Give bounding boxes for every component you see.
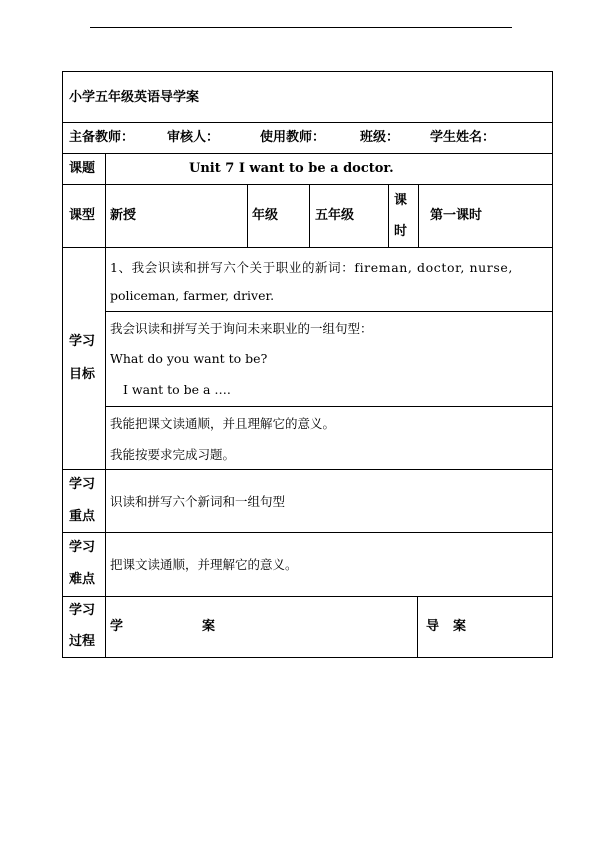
process-label-top: 学习 xyxy=(69,603,96,618)
key-points-value: 识读和拼写六个新词和一组句型 xyxy=(110,494,286,509)
lead-teacher-field: 主备教师： xyxy=(69,130,135,145)
process-label-bottom: 过程 xyxy=(69,634,96,649)
reviewer-field: 审核人： xyxy=(167,130,220,145)
row-divider xyxy=(63,153,552,154)
student-name-field: 学生姓名： xyxy=(430,130,496,145)
objectives-label-bottom: 目标 xyxy=(69,367,96,382)
row-divider xyxy=(63,247,552,248)
document-title: 小学五年级英语导学案 xyxy=(69,90,200,105)
guide-plan-char-1: 导 xyxy=(426,619,440,634)
objective-3-line-1: 我能把课文读通顺，并且理解它的意义。 xyxy=(110,416,336,431)
key-points-label-bottom: 重点 xyxy=(69,509,96,524)
difficulties-label-bottom: 难点 xyxy=(69,572,96,587)
difficulties-label-top: 学习 xyxy=(69,540,96,555)
course-type-label: 课型 xyxy=(69,208,96,223)
difficulties-value: 把课文读通顺，并理解它的意义。 xyxy=(110,557,298,572)
col-divider xyxy=(309,184,310,247)
course-type-value: 新授 xyxy=(110,208,137,223)
topic-value: Unit 7 I want to be a doctor. xyxy=(189,161,394,176)
period-label-bottom: 时 xyxy=(394,224,408,239)
grade-value: 五年级 xyxy=(315,208,355,223)
objective-2-line-1: 我会识读和拼写关于询问未来职业的一组句型： xyxy=(110,321,373,336)
objective-1-line-1: 1、我会识读和拼写六个关于职业的新词：fireman, doctor, nurse, xyxy=(110,260,513,275)
row-divider xyxy=(105,406,552,407)
student-plan-char-1: 学 xyxy=(110,619,124,634)
row-divider xyxy=(63,532,552,533)
topic-label: 课题 xyxy=(69,161,96,176)
row-divider xyxy=(63,596,552,597)
objective-1-line-2: policeman, farmer, driver. xyxy=(110,288,275,303)
objectives-label-top: 学习 xyxy=(69,334,96,349)
objective-2-line-2: What do you want to be? xyxy=(110,351,268,366)
objective-3-line-2: 我能按要求完成习题。 xyxy=(110,447,236,462)
col-divider xyxy=(417,596,418,657)
col-divider xyxy=(418,184,419,247)
grade-label: 年级 xyxy=(252,208,279,223)
row-divider xyxy=(105,311,552,312)
key-points-label-top: 学习 xyxy=(69,477,96,492)
class-field: 班级： xyxy=(360,130,400,145)
col-divider xyxy=(105,153,106,657)
period-label-top: 课 xyxy=(394,193,408,208)
guide-plan-char-2: 案 xyxy=(453,619,467,634)
top-rule xyxy=(90,27,512,28)
student-plan-char-2: 案 xyxy=(202,619,216,634)
objective-2-line-3: I want to be a …. xyxy=(123,382,231,397)
period-value: 第一课时 xyxy=(430,208,483,223)
row-divider xyxy=(63,469,552,470)
teacher-field: 使用教师： xyxy=(260,130,326,145)
col-divider xyxy=(388,184,389,247)
lesson-plan-table xyxy=(62,71,553,658)
row-divider xyxy=(63,184,552,185)
col-divider xyxy=(247,184,248,247)
row-divider xyxy=(63,122,552,123)
